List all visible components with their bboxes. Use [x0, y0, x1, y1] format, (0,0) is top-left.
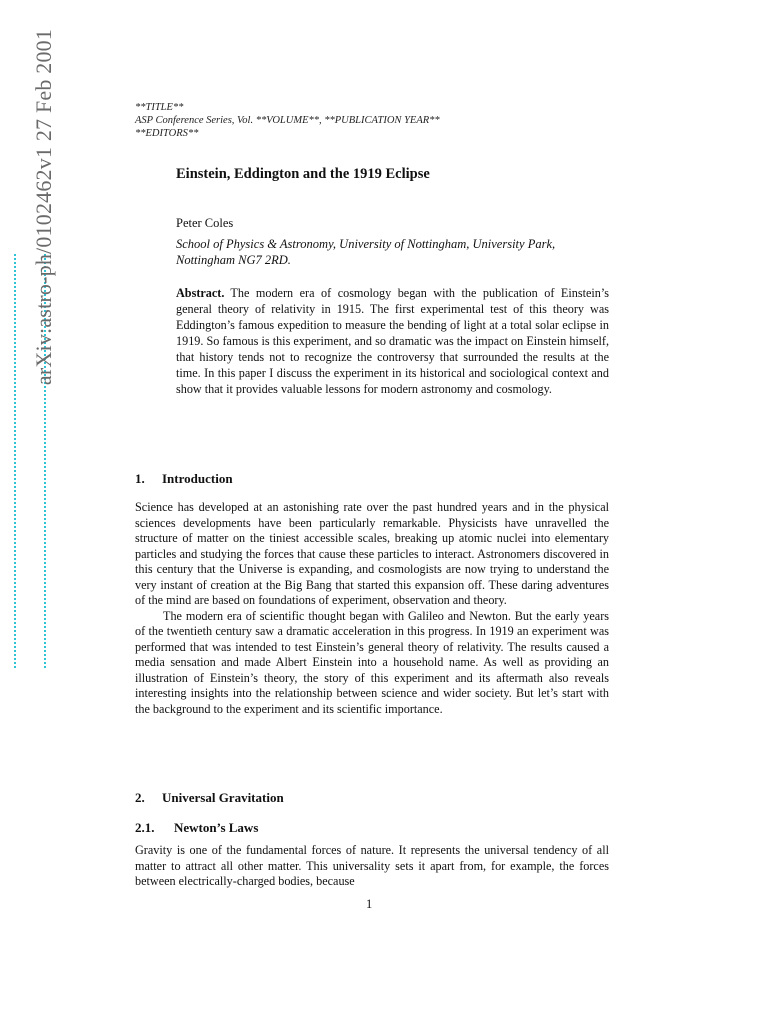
introduction-body	[135, 500, 609, 717]
author-name: Peter Coles	[176, 216, 234, 230]
paragraph: The modern era of scientific thought began with Galileo and Newton. But the early years of the twentieth century saw a dramatic acceleration in this progress. In 1919 an experiment was performed that was intended to test Einstein’s general theory of relativity. The results caused a media sensation and made Albert Einstein into a household name. As well as providing an illustration of Einstein’s theory, the story of this experiment and its aftermath also reveals interesting insights into the relationship between science and wider society. But let’s start with the background to the experiment and its scientific importance.	[135, 608, 609, 716]
arxiv-identifier[interactable]: arXiv:astro-ph/0102462v1 27 Feb 2001	[31, 28, 56, 386]
section-title: Introduction	[162, 471, 233, 486]
newtons-laws-body	[135, 843, 609, 890]
page-number: 1	[366, 897, 373, 911]
header-title-placeholder: **TITLE**	[135, 102, 184, 113]
abstract-label: Abstract.	[176, 286, 225, 300]
subsection-number: 2.1.	[135, 820, 155, 835]
section-title: Universal Gravitation	[162, 790, 284, 805]
section-heading-introduction	[135, 471, 233, 487]
header-editors: **EDITORS**	[135, 128, 199, 139]
paper-title: Einstein, Eddington and the 1919 Eclipse	[176, 166, 430, 182]
section-number: 1.	[135, 471, 145, 486]
section-number: 2.	[135, 790, 145, 805]
section-heading-universal-gravitation	[135, 790, 284, 806]
paragraph: Gravity is one of the fundamental forces of nature. It represents the universal tendency of all matter to attract all other matter. This universality sets it apart from, for example, the forces between electrically-charged bodies, because	[135, 843, 609, 888]
abstract	[176, 285, 609, 397]
author-affiliation: School of Physics & Astronomy, University of Nottingham, University Park, Nottingham NG7 2RD.	[176, 237, 556, 267]
header-series: ASP Conference Series, Vol. **VOLUME**, **PUBLICATION YEAR**	[135, 115, 440, 126]
subsection-heading-newtons-laws	[135, 820, 258, 836]
paragraph: Science has developed at an astonishing rate over the past hundred years and in the physical sciences developments have been particularly remarkable. Physicists have unravelled the structure of matter on the tiniest accessible scales, breaking up atomic nuclei into elementary particles and studying the forces that cause these particles to interact. Astronomers discovered in this century that the Universe is expanding, and cosmologists are now trying to understand the very instant of creation at the Big Bang that started this expansion off. These daring adventures of the mind are based on foundations of experiment, observation and theory.	[135, 500, 609, 607]
subsection-title: Newton’s Laws	[174, 820, 259, 835]
abstract-text: The modern era of cosmology began with the publication of Einstein’s general theory of relativity in 1915. The first experimental test of this theory was Eddington’s famous expedition to measure the bending of light at a total solar eclipse in 1919. So famous is this experiment, and so dramatic was the impact on Einstein himself, that history tends not to recognize the controversy that surrounded the results at the time. In this paper I discuss the experiment in its historical and sociological context and show that it provides valuable lessons for modern astronomy and cosmology.	[176, 286, 609, 396]
